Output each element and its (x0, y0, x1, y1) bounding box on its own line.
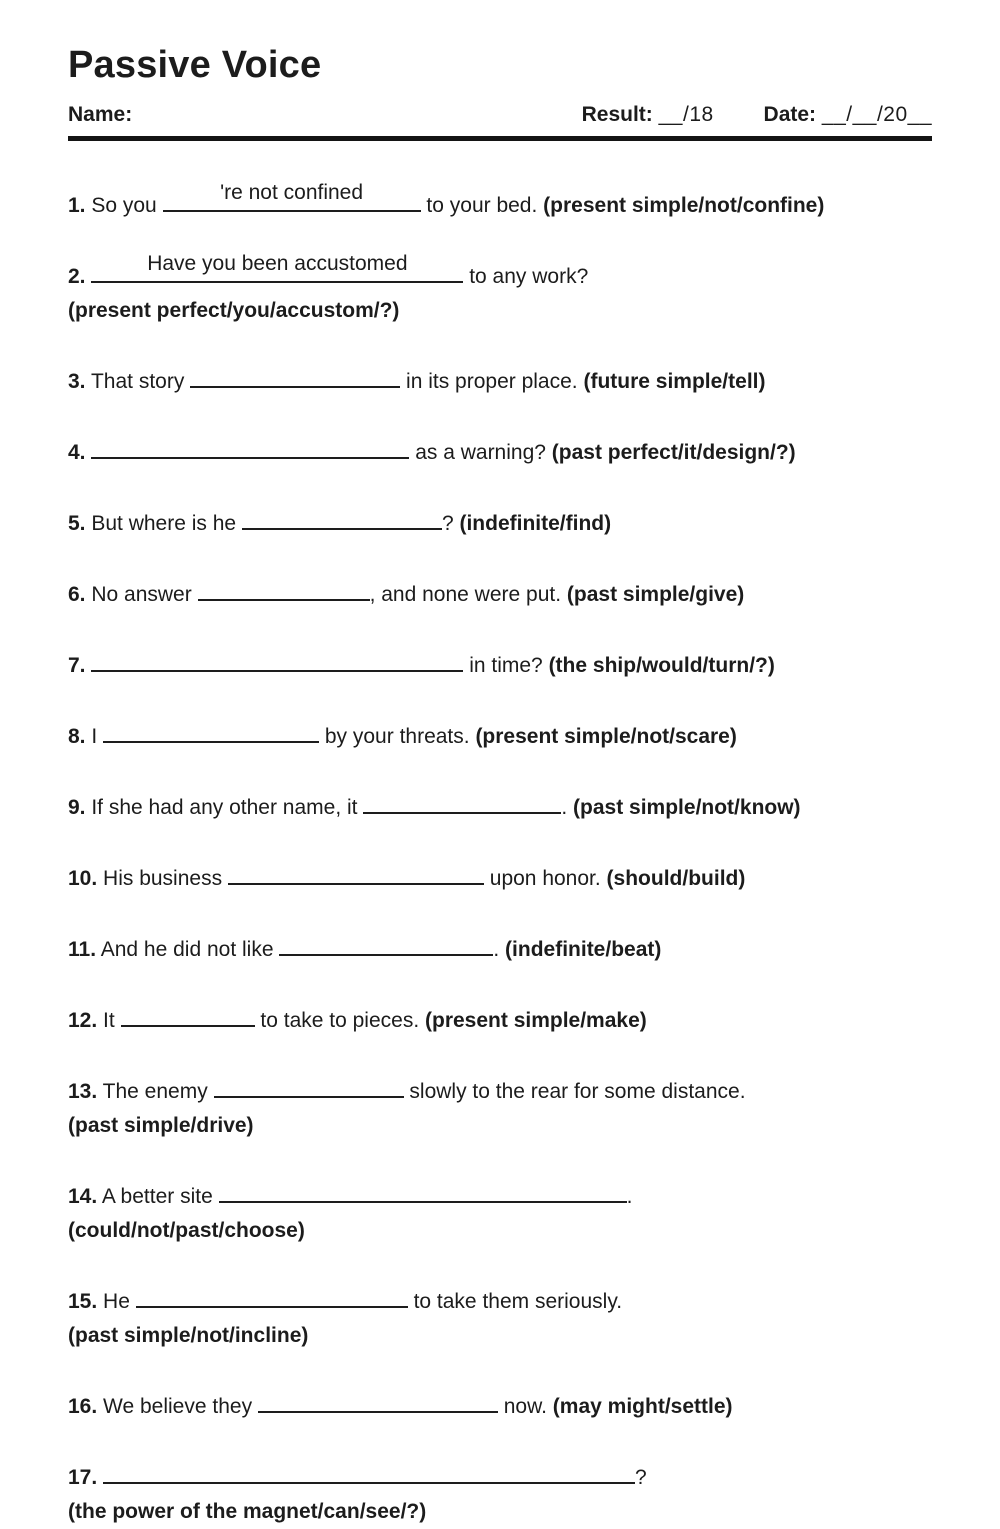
grammar-hint: (present simple/not/confine) (537, 194, 825, 217)
question-text: We believe they (97, 1395, 253, 1418)
result-date-group (576, 103, 932, 127)
grammar-hint: (present simple/make) (419, 1009, 647, 1032)
question-number: 3. (68, 370, 86, 393)
question-item (68, 176, 932, 223)
question-text: by your threats. (319, 725, 470, 748)
question-text: upon honor. (483, 867, 601, 890)
question-text: He (97, 1290, 130, 1313)
question-item (68, 849, 932, 896)
question-text: in time? (463, 654, 543, 677)
questions-list (68, 176, 932, 1529)
question-text: in its proper place. (400, 370, 578, 393)
answer-blank[interactable] (279, 920, 493, 956)
answer-blank[interactable] (103, 707, 319, 743)
date-label: Date: (763, 103, 817, 126)
question-number: 9. (68, 796, 86, 819)
header-meta-row (68, 103, 932, 127)
name-label: Name: (68, 103, 133, 126)
answer-fill: Have you been accustomed (147, 252, 408, 275)
question-text: . (493, 938, 500, 961)
question-text: It (97, 1009, 115, 1032)
grammar-hint: (present perfect/you/accustom/?) (68, 299, 400, 322)
answer-blank[interactable] (136, 1272, 408, 1308)
header-divider (68, 136, 932, 141)
answer-blank[interactable] (163, 176, 421, 212)
question-text: The enemy (97, 1080, 208, 1103)
answer-fill: 're not confined (220, 181, 364, 204)
question-number: 8. (68, 725, 86, 748)
question-text: now. (497, 1395, 547, 1418)
answer-blank[interactable] (363, 778, 561, 814)
question-number: 13. (68, 1080, 98, 1103)
grammar-hint: (past perfect/it/design/?) (545, 441, 796, 464)
question-item (68, 707, 932, 754)
question-text: I (85, 725, 98, 748)
answer-blank[interactable] (214, 1062, 404, 1098)
grammar-hint: (the ship/would/turn/?) (542, 654, 775, 677)
question-text: And he did not like (96, 938, 274, 961)
grammar-hint: (could/not/past/choose) (68, 1219, 305, 1242)
question-text: That story (85, 370, 185, 393)
grammar-hint: (past simple/not/know) (567, 796, 801, 819)
question-number: 15. (68, 1290, 98, 1313)
answer-blank[interactable] (91, 423, 409, 459)
answer-blank[interactable] (121, 991, 255, 1027)
question-number: 14. (68, 1185, 98, 1208)
question-item (68, 352, 932, 399)
question-text: If she had any other name, it (85, 796, 358, 819)
question-number: 6. (68, 583, 86, 606)
question-item (68, 1377, 932, 1424)
question-text: A better site (97, 1185, 213, 1208)
question-item (68, 423, 932, 470)
question-number: 10. (68, 867, 98, 890)
grammar-hint: (indefinite/find) (453, 512, 612, 535)
answer-blank[interactable] (242, 494, 442, 530)
question-item (68, 636, 932, 683)
question-item (68, 1272, 932, 1353)
question-text: But where is he (85, 512, 237, 535)
question-item (68, 1167, 932, 1248)
question-text: to take them seriously. (407, 1290, 623, 1313)
question-text: ? (635, 1466, 647, 1489)
question-number: 2. (68, 265, 86, 288)
answer-blank[interactable] (219, 1167, 627, 1203)
grammar-hint: (the power of the magnet/can/see/?) (68, 1500, 427, 1523)
question-item (68, 920, 932, 967)
question-text: to your bed. (420, 194, 538, 217)
question-text: as a warning? (409, 441, 546, 464)
question-item (68, 778, 932, 825)
question-item (68, 1062, 932, 1143)
question-number: 7. (68, 654, 86, 677)
grammar-hint: (may might/settle) (546, 1395, 733, 1418)
grammar-hint: (past simple/drive) (68, 1114, 254, 1137)
page-title: Passive Voice (68, 44, 322, 86)
answer-blank[interactable] (190, 352, 400, 388)
question-item (68, 991, 932, 1038)
question-item (68, 1448, 932, 1529)
question-number: 17. (68, 1466, 98, 1489)
question-number: 4. (68, 441, 86, 464)
grammar-hint: (present simple/not/scare) (469, 725, 737, 748)
result-value: __/18 (658, 103, 714, 126)
question-text: to take to pieces. (254, 1009, 420, 1032)
question-number: 11. (68, 938, 97, 961)
question-text: . (626, 1185, 633, 1208)
question-text: , and none were put. (369, 583, 562, 606)
question-item (68, 494, 932, 541)
answer-blank[interactable] (91, 636, 463, 672)
question-text: slowly to the rear for some distance. (403, 1080, 746, 1103)
result-label: Result: (581, 103, 653, 126)
question-text: . (561, 796, 568, 819)
grammar-hint: (indefinite/beat) (499, 938, 662, 961)
answer-blank[interactable] (228, 849, 484, 885)
grammar-hint: (should/build) (600, 867, 746, 890)
question-number: 16. (68, 1395, 98, 1418)
answer-blank[interactable] (91, 247, 463, 283)
question-item (68, 565, 932, 612)
answer-blank[interactable] (258, 1377, 498, 1413)
question-item (68, 247, 932, 328)
answer-blank[interactable] (198, 565, 370, 601)
date-value: __/__/20__ (821, 103, 932, 126)
grammar-hint: (future simple/tell) (577, 370, 766, 393)
answer-blank[interactable] (103, 1448, 635, 1484)
question-number: 12. (68, 1009, 98, 1032)
question-text: ? (441, 512, 454, 535)
question-number: 1. (68, 194, 86, 217)
question-text: to any work? (463, 265, 589, 288)
question-text: No answer (85, 583, 192, 606)
question-text: So you (85, 194, 157, 217)
question-number: 5. (68, 512, 86, 535)
question-text: His business (97, 867, 223, 890)
grammar-hint: (past simple/give) (561, 583, 745, 606)
grammar-hint: (past simple/not/incline) (68, 1324, 309, 1347)
